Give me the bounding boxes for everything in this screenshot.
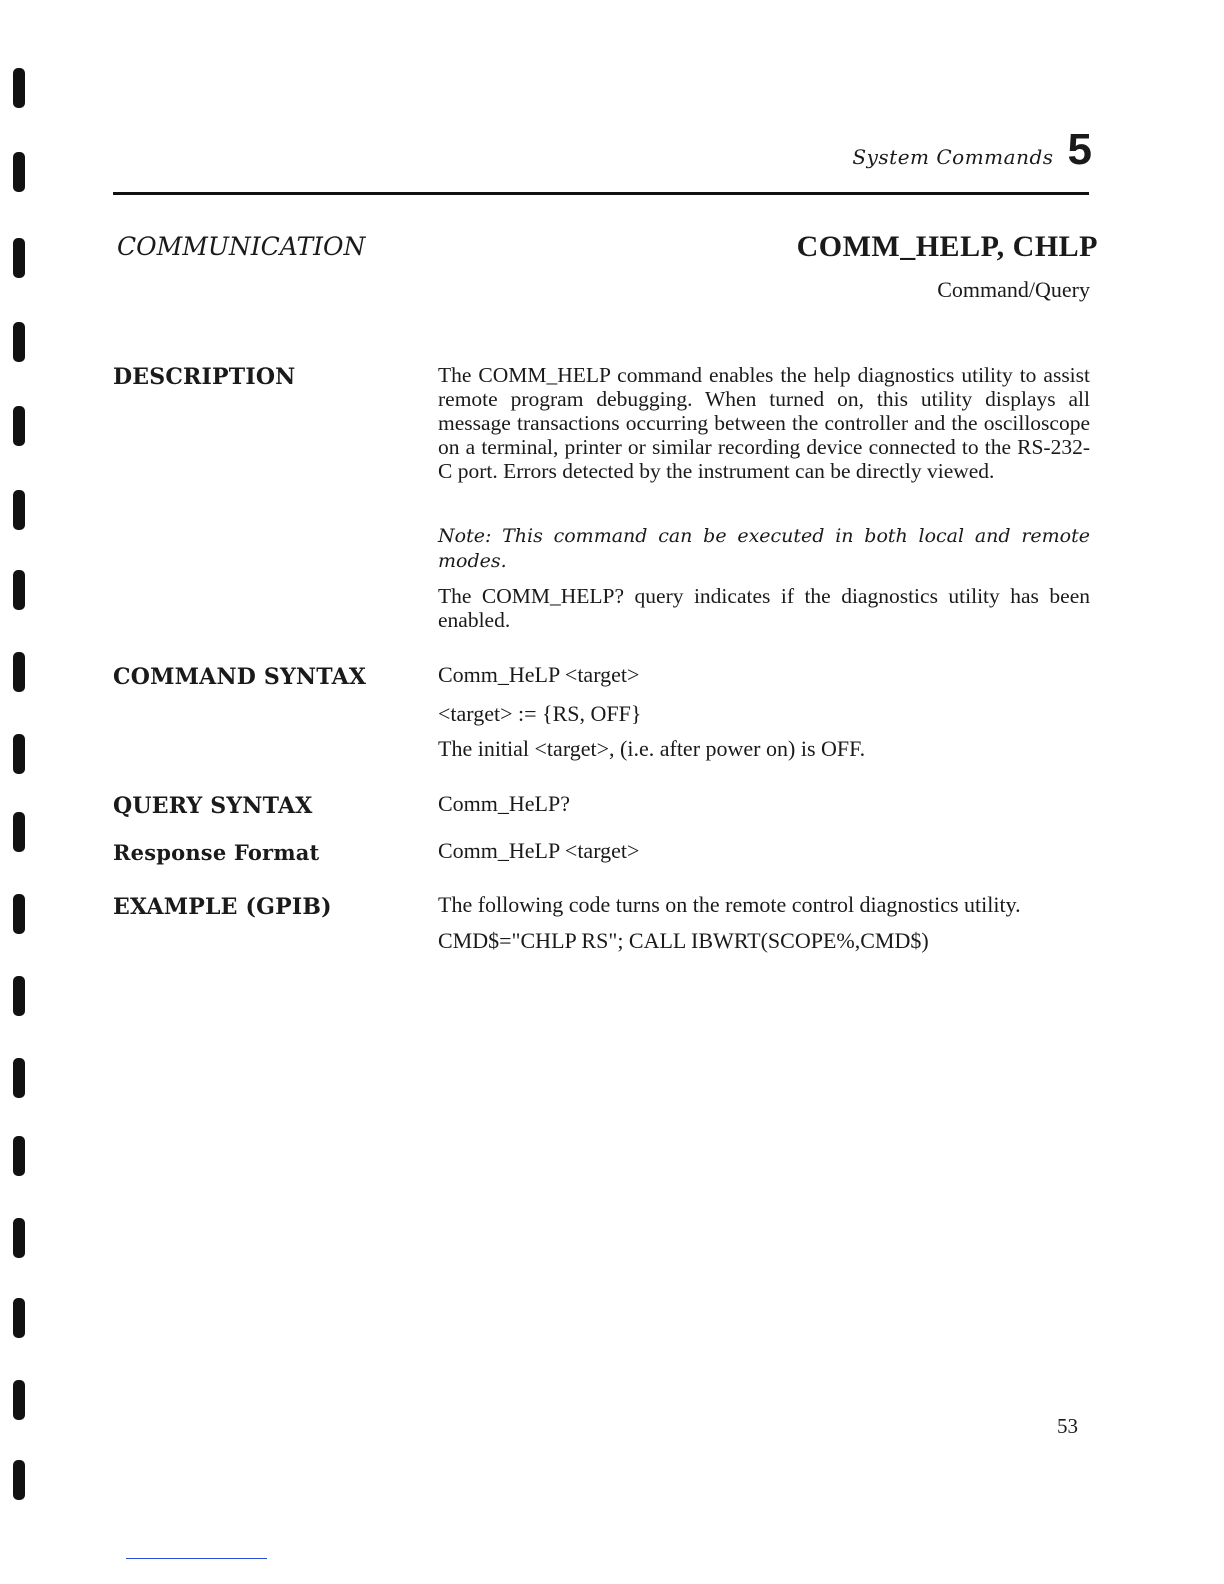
- description-label: DESCRIPTION: [113, 364, 296, 390]
- command-syntax-label: COMMAND SYNTAX: [113, 664, 367, 690]
- response-format: Comm_HeLP <target>: [438, 838, 640, 863]
- example-text: The following code turns on the remote control diagnostics utility.: [438, 892, 1021, 917]
- binding-hole: [13, 238, 25, 278]
- binding-hole: [13, 1218, 25, 1258]
- binding-hole: [13, 812, 25, 852]
- binding-hole: [13, 1380, 25, 1420]
- binding-hole: [13, 1136, 25, 1176]
- example-label: EXAMPLE (GPIB): [113, 894, 332, 920]
- command-title: COMM_HELP, CHLP: [796, 230, 1098, 263]
- binding-hole: [13, 652, 25, 692]
- binding-hole: [13, 1058, 25, 1098]
- binding-hole: [13, 490, 25, 530]
- chapter-number: 5: [1067, 125, 1092, 174]
- binding-hole: [13, 1460, 25, 1500]
- binding-hole: [13, 322, 25, 362]
- description-query-info: The COMM_HELP? query indicates if the diagnostics utility has been enabled.: [438, 584, 1090, 632]
- query-syntax-label: QUERY SYNTAX: [113, 793, 313, 819]
- binding-hole: [13, 976, 25, 1016]
- description-paragraph: The COMM_HELP command enables the help diagnostics utility to assist remote program debugging. When turned on, this utility displays all message transactions occurring between the controller and the oscilloscope on a terminal, printer or similar recording device connected to the RS-232-C port. Errors detected by the instrument can be directly viewed.: [438, 363, 1090, 483]
- binding-hole: [13, 894, 25, 934]
- footer-rule: [126, 1558, 267, 1559]
- initial-target: The initial <target>, (i.e. after power on) is OFF.: [438, 736, 866, 761]
- page-number: 53: [1057, 1414, 1078, 1438]
- query-syntax: Comm_HeLP?: [438, 791, 570, 816]
- response-format-label: Response Format: [113, 840, 320, 865]
- running-title: System Commands: [852, 145, 1054, 169]
- command-syntax: Comm_HeLP <target>: [438, 662, 640, 687]
- binding-hole: [13, 734, 25, 774]
- section-label: COMMUNICATION: [117, 232, 366, 261]
- binding-hole: [13, 406, 25, 446]
- binding-hole: [13, 152, 25, 192]
- running-header: [852, 125, 1092, 174]
- description-note: Note: This command can be executed in both local and remote modes.: [438, 525, 1090, 572]
- binding-hole: [13, 570, 25, 610]
- example-code: CMD$="CHLP RS"; CALL IBWRT(SCOPE%,CMD$): [438, 928, 929, 953]
- target-definition: <target> := {RS, OFF}: [438, 701, 642, 726]
- command-type: Command/Query: [937, 277, 1090, 302]
- binding-hole: [13, 1298, 25, 1338]
- binding-hole: [13, 68, 25, 108]
- header-rule: [113, 192, 1089, 195]
